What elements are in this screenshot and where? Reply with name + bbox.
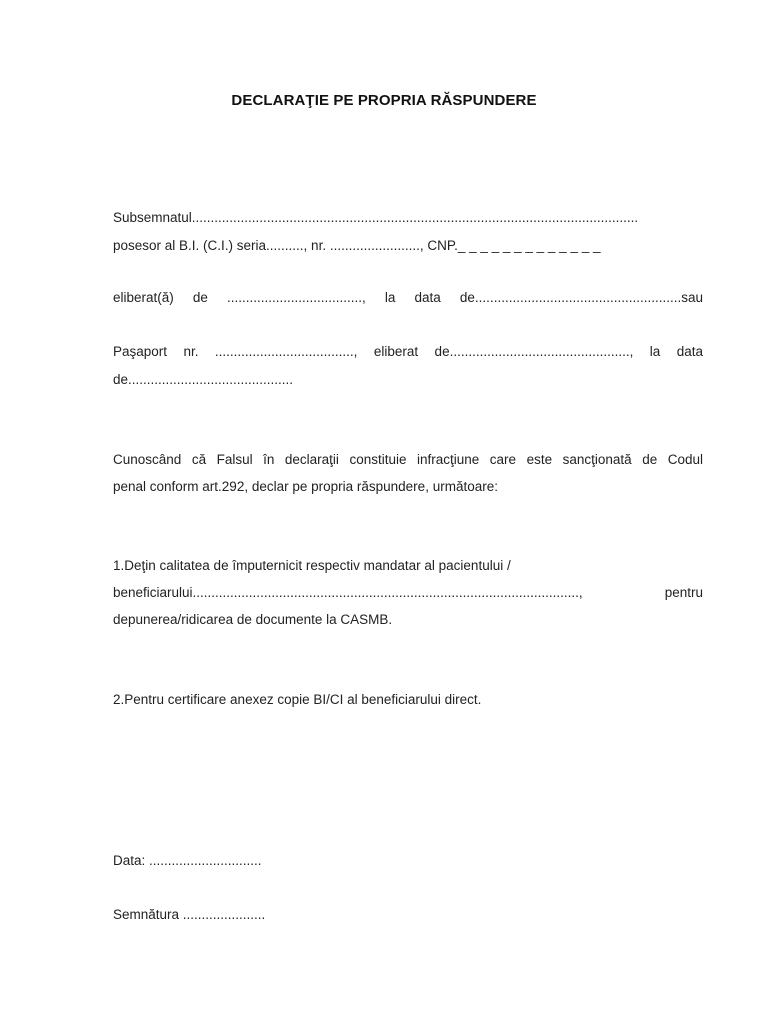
- clause-2-line: 2.Pentru certificare anexez copie BI/CI al beneficiarului direct.: [113, 692, 482, 707]
- statement-line-1: Cunoscând că Falsul în declaraţii constituie infracţiune care este sancţionată de Codul: [113, 452, 703, 467]
- passport-line: Paşaport nr. ....................................., eliberat de................................................, la data: [113, 344, 703, 359]
- id-card-line: posesor al B.I. (C.I.) seria.........., nr. ........................, CNP._ _ _ _ _ _ _ _ _ _ _ _ _: [113, 238, 601, 253]
- issued-by-line: eliberat(ă) de ...................................., la data de.......................................................sau: [113, 290, 703, 305]
- date-field: Data: ..............................: [113, 853, 262, 868]
- clause-1-line-1: 1.Deţin calitatea de împuternicit respectiv mandatar al pacientului /: [113, 558, 511, 573]
- statement-line-2: penal conform art.292, declar pe propria răspundere, următoare:: [113, 479, 498, 494]
- subsemnatul-line: Subsemnatul.......................................................................................................................: [113, 210, 639, 225]
- signature-field: Semnătura ......................: [113, 907, 266, 922]
- clause-1-line-3: depunerea/ridicarea de documente la CASMB.: [113, 612, 393, 627]
- passport-date-line: de............................................: [113, 372, 294, 387]
- clause-1-line-2: beneficiarului......................................................................................................., pentru: [113, 585, 703, 600]
- document-title: DECLARAŢIE PE PROPRIA RĂSPUNDERE: [231, 92, 537, 109]
